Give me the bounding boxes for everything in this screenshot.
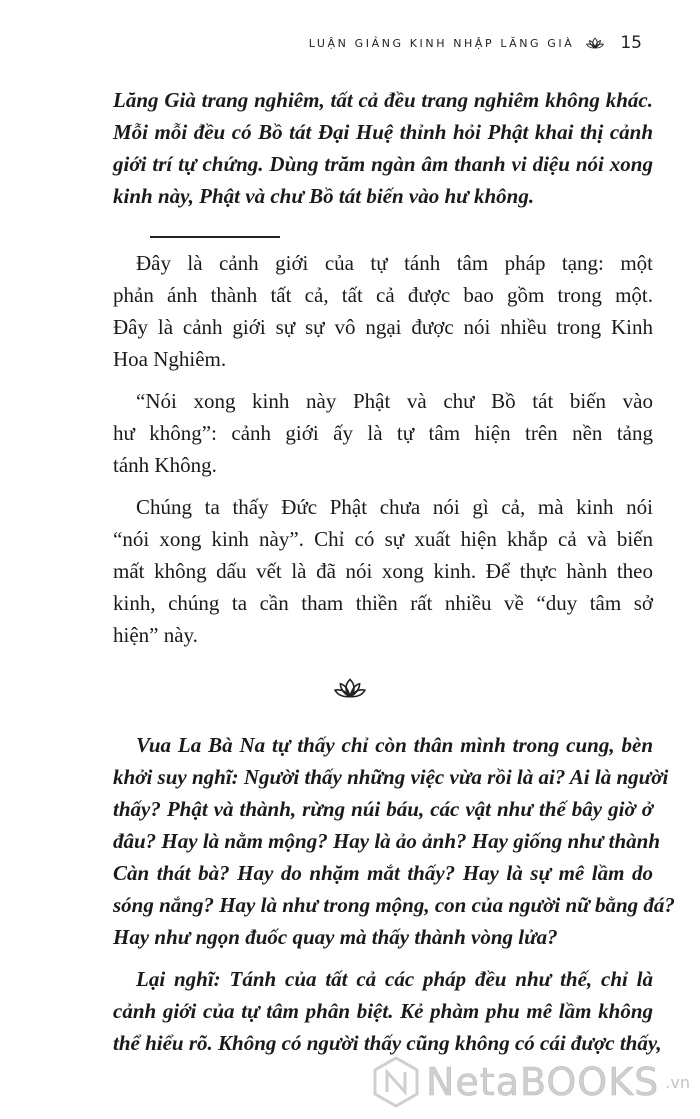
section-ornament <box>334 676 366 705</box>
page-number: 15 <box>620 33 642 53</box>
text-line: khởi suy nghĩ: Người thấy những việc vừa rồi là ai? Ai là người <box>113 765 669 789</box>
paragraph <box>113 247 653 375</box>
text-line: “nói xong kinh này”. Chỉ có sự xuất hiện khắp cả và biến <box>113 527 653 551</box>
netabooks-logo-icon <box>372 1056 420 1108</box>
text-line: giới trí tự chứng. Dùng trăm ngàn âm thanh vi diệu nói xong <box>113 152 653 176</box>
quoted-sutra-passage-2 <box>113 729 675 1069</box>
text-line: Lăng Già trang nghiêm, tất cả đều trang nghiêm không khác. <box>113 88 653 112</box>
paragraph <box>113 385 653 481</box>
text-line: kinh này, Phật và chư Bồ tát biến vào hư không. <box>113 184 535 208</box>
divider-rule <box>150 236 280 238</box>
text-line: đâu? Hay là nằm mộng? Hay là ảo ảnh? Hay giống như thành <box>113 829 661 853</box>
text-line: Mỗi mỗi đều có Bồ tát Đại Huệ thỉnh hỏi Phật khai thị cảnh <box>113 120 653 144</box>
text-line: hiện” này. <box>113 623 198 647</box>
text-line: hư không”: cảnh giới ấy là tự tâm hiện trên nền tảng <box>113 421 653 445</box>
lotus-icon <box>586 37 604 49</box>
text-line: Hay như ngọn đuốc quay mà thấy thành vòng lửa? <box>113 925 558 949</box>
lotus-icon <box>334 676 366 700</box>
commentary-text <box>113 247 653 661</box>
text-line: Hoa Nghiêm. <box>113 347 227 371</box>
running-header <box>309 33 642 53</box>
paragraph <box>113 963 662 1059</box>
text-line: Càn thát bà? Hay do nhặm mắt thấy? Hay là sự mê lầm do <box>113 861 653 885</box>
text-line: mất không dấu vết là đã nói xong kinh. Để thực hành theo <box>113 559 653 583</box>
text-line: Chúng ta thấy Đức Phật chưa nói gì cả, mà kinh nói <box>136 495 653 519</box>
text-line: Lại nghĩ: Tánh của tất cả các pháp đều như thế, chỉ là <box>136 967 653 991</box>
text-line: Đây là cảnh giới sự sự vô ngại được nói nhiều trong Kinh <box>113 315 653 339</box>
text-line: sóng nắng? Hay là như trong mộng, con của người nữ bằng đá? <box>113 893 675 917</box>
text-line: thấy? Phật và thành, rừng núi báu, các vật như thế bây giờ ở <box>113 797 653 821</box>
watermark <box>372 1056 690 1108</box>
text-line: Vua La Bà Na tự thấy chỉ còn thân mình trong cung, bèn <box>136 733 653 757</box>
paragraph <box>113 84 653 212</box>
quoted-sutra-passage <box>113 84 653 222</box>
text-line: thể hiểu rõ. Không có người thấy cũng không có cái được thấy, <box>113 1031 662 1055</box>
watermark-text: NetaBOOKS <box>426 1060 660 1104</box>
text-line: tánh Không. <box>113 453 217 477</box>
paragraph <box>113 729 675 953</box>
text-line: cảnh giới của tự tâm phân biệt. Kẻ phàm phu mê lầm không <box>113 999 653 1023</box>
paragraph <box>113 491 653 651</box>
watermark-suffix: .vn <box>665 1072 690 1092</box>
running-title: LUẬN GIẢNG KINH NHẬP LĂNG GIÀ <box>308 36 575 50</box>
text-line: Đây là cảnh giới của tự tánh tâm pháp tạng: một <box>136 251 653 275</box>
text-line: kinh, chúng ta cần tham thiền rất nhiều về “duy tâm sở <box>113 591 653 615</box>
text-line: phản ánh thành tất cả, tất cả được bao gồm trong một. <box>113 283 653 307</box>
text-line: “Nói xong kinh này Phật và chư Bồ tát biến vào <box>136 389 653 413</box>
